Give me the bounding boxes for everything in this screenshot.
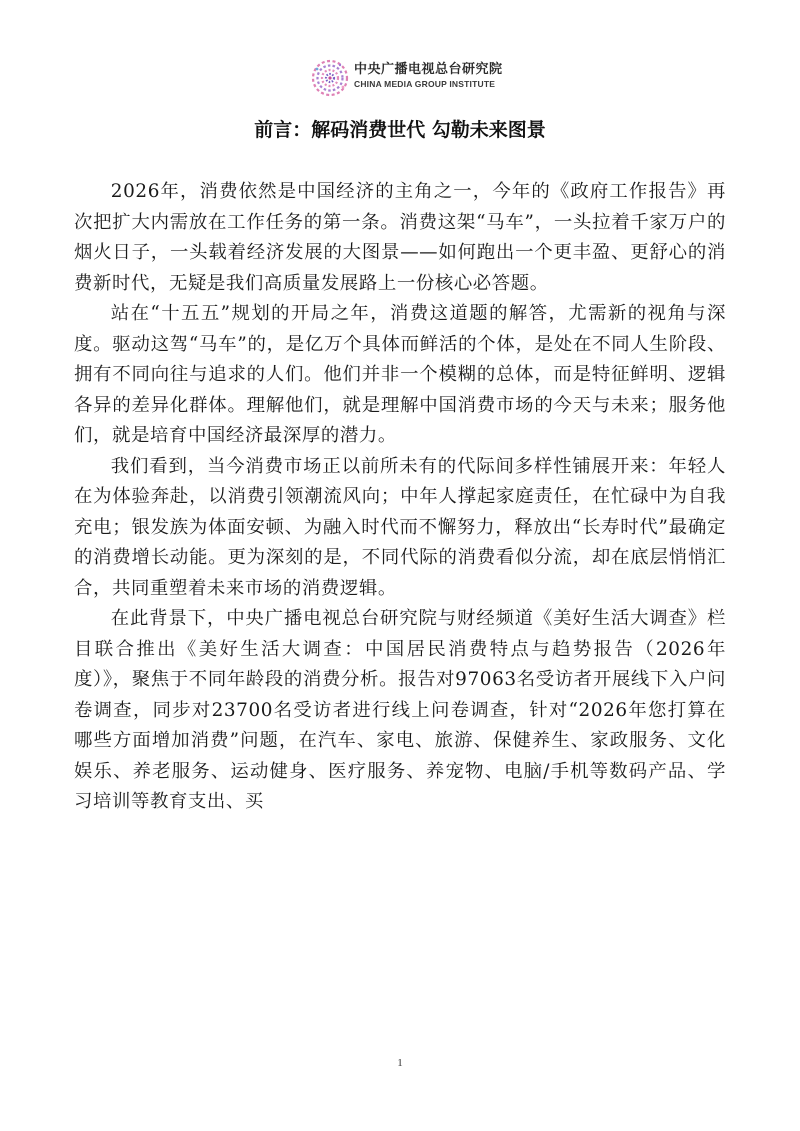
- page-header: [0, 52, 800, 96]
- paragraph: 2026年，消费依然是中国经济的主角之一，今年的《政府工作报告》再次把扩大内需放在工作任务的第一条。消费这架“马车”，一头拉着千家万户的烟火日子，一头载着经济发展的大图景——如何跑出一个更丰盈、更舒心的消费新时代，无疑是我们高质量发展路上一份核心必答题。: [74, 181, 726, 294]
- logo-chinese-name: 中央广播电视总台研究院: [354, 62, 503, 77]
- page-title: 前言：解码消费世代 勾勒未来图景: [254, 119, 546, 141]
- page-number: 1: [397, 1057, 403, 1069]
- body-text: [74, 177, 726, 818]
- institute-logo-icon: [309, 57, 351, 99]
- paragraph: 站在“十五五”规划的开局之年，消费这道题的解答，尤需新的视角与深度。驱动这驾“马车”的，是亿万个具体而鲜活的个体，是处在不同人生阶段、拥有不同向往与追求的人们。他们并非一个模糊的总体，而是特征鲜明、逻辑各异的差异化群体。理解他们，就是理解中国消费市场的今天与未来；服务他们，就是培育中国经济最深厚的潜力。: [74, 303, 726, 446]
- paragraph: 在此背景下，中央广播电视总台研究院与财经频道《美好生活大调查》栏目联合推出《美好生活大调查：中国居民消费特点与趋势报告（2026年度）》，聚焦于不同年龄段的消费分析。报告对97063名受访者开展线下入户问卷调查，同步对23700名受访者进行线上问卷调查，针对“2026年您打算在哪些方面增加消费”问题，在汽车、家电、旅游、保健养生、家政服务、文化娱乐、养老服务、运动健身、医疗服务、养宠物、电脑/手机等数码产品、学习培训等教育支出、买: [74, 608, 726, 812]
- logo-text: [354, 62, 503, 90]
- paragraph: 我们看到，当今消费市场正以前所未有的代际间多样性铺展开来：年轻人在为体验奔赴，以消费引领潮流风向；中年人撑起家庭责任，在忙碌中为自我充电；银发族为体面安顿、为融入时代而不懈努力，释放出“长寿时代”最确定的消费增长动能。更为深刻的是，不同代际的消费看似分流，却在底层悄悄汇合，共同重塑着未来市场的消费逻辑。: [74, 455, 726, 599]
- logo-english-name: CHINA MEDIA GROUP INSTITUTE: [354, 79, 496, 89]
